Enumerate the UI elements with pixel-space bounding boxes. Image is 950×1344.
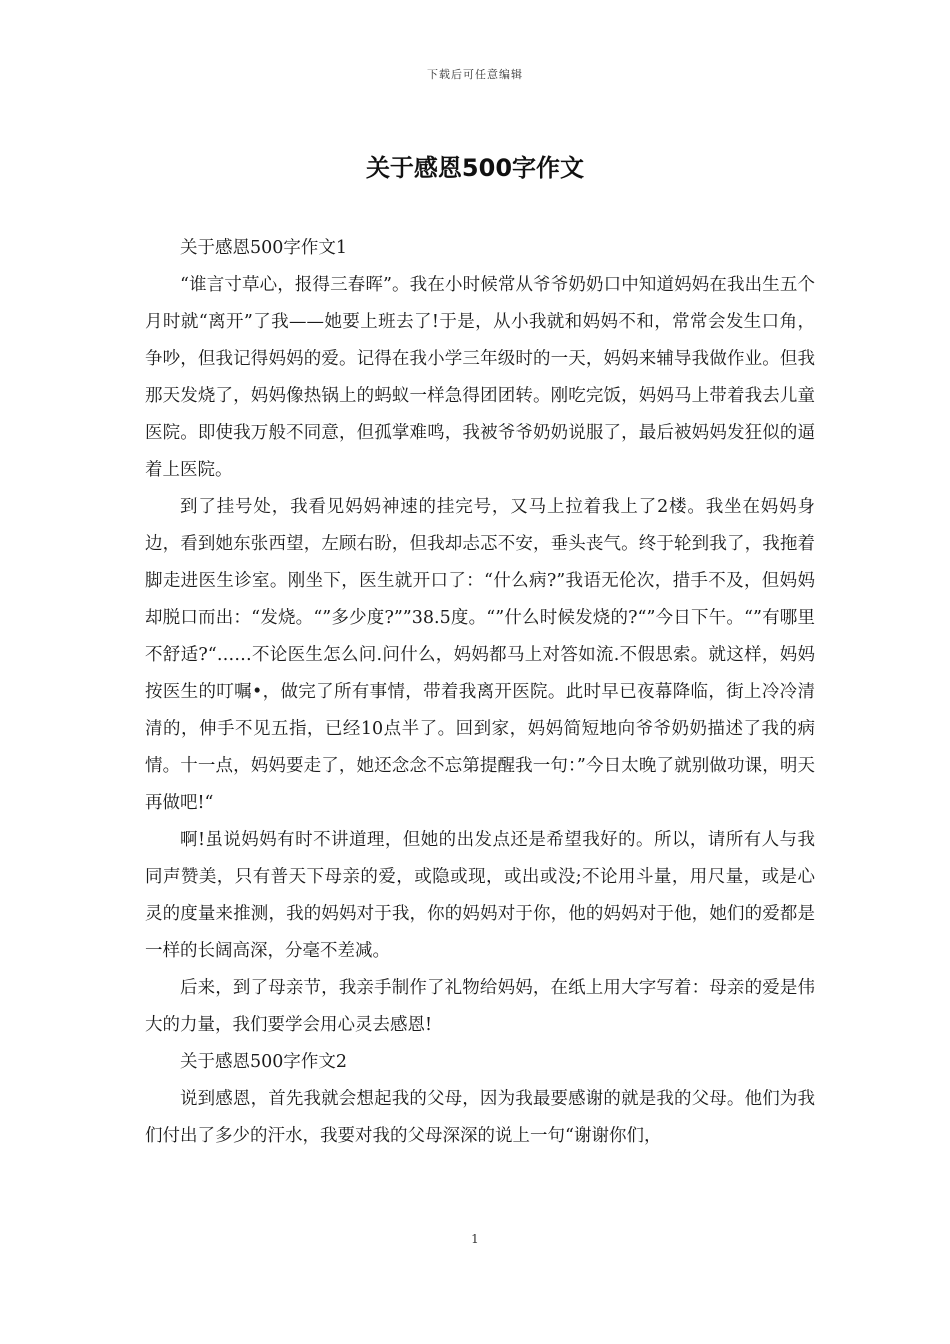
paragraph: 说到感恩，首先我就会想起我的父母，因为我最要感谢的就是我的父母。他们为我们付出了多少的汗水，我要对我的父母深深的说上一句“谢谢你们， xyxy=(145,1089,815,1146)
document-body xyxy=(145,230,815,1155)
page-number: 1 xyxy=(471,1232,479,1246)
paragraph: 啊!虽说妈妈有时不讲道理，但她的出发点还是希望我好的。所以，请所有人与我同声赞美，只有普天下母亲的爱，或隐或现，或出或没;不论用斗量，用尺量，或是心灵的度量来推测，我的妈妈对于我，你的妈妈对于你，他的妈妈对于他，她们的爱都是一样的长阔高深，分毫不差减。 xyxy=(145,830,815,961)
page-header-note: 下载后可任意编辑 xyxy=(427,68,523,81)
section-heading-1: 关于感恩500字作文1 xyxy=(180,238,348,258)
document-title: 关于感恩500字作文 xyxy=(365,154,585,182)
paragraph: 到了挂号处，我看见妈妈神速的挂完号，又马上拉着我上了2楼。我坐在妈妈身边，看到她东张西望，左顾右盼，但我却忐忑不安，垂头丧气。终于轮到我了，我拖着脚走进医生诊室。刚坐下，医生就开口了：“什么病?”我语无伦次，措手不及，但妈妈却脱口而出：“发烧。“”多少度?””38.5度。“”什么时候发烧的?“”今日下午。“”有哪里不舒适?“……不论医生怎么问.问什么，妈妈都马上对答如流.不假思索。就这样，妈妈按医生的叮嘱•，做完了所有事情，带着我离开医院。此时早已夜幕降临，街上冷冷清清的，伸手不见五指，已经10点半了。回到家，妈妈简短地向爷爷奶奶描述了我的病情。十一点，妈妈要走了，她还念念不忘第提醒我一句：”今日太晚了就别做功课，明天再做吧!“ xyxy=(145,497,815,813)
paragraph: “谁言寸草心，报得三春晖”。我在小时候常从爷爷奶奶口中知道妈妈在我出生五个月时就“离开”了我——她要上班去了!于是，从小我就和妈妈不和，常常会发生口角，争吵，但我记得妈妈的爱。记得在我小学三年级时的一天，妈妈来辅导我做作业。但我那天发烧了，妈妈像热锅上的蚂蚁一样急得团团转。刚吃完饭，妈妈马上带着我去儿童医院。即使我万般不同意，但孤掌难鸣，我被爷爷奶奶说服了，最后被妈妈发狂似的逼着上医院。 xyxy=(145,275,815,480)
paragraph: 后来，到了母亲节，我亲手制作了礼物给妈妈，在纸上用大字写着：母亲的爱是伟大的力量，我们要学会用心灵去感恩! xyxy=(145,978,815,1035)
section-heading-2: 关于感恩500字作文2 xyxy=(180,1052,348,1072)
